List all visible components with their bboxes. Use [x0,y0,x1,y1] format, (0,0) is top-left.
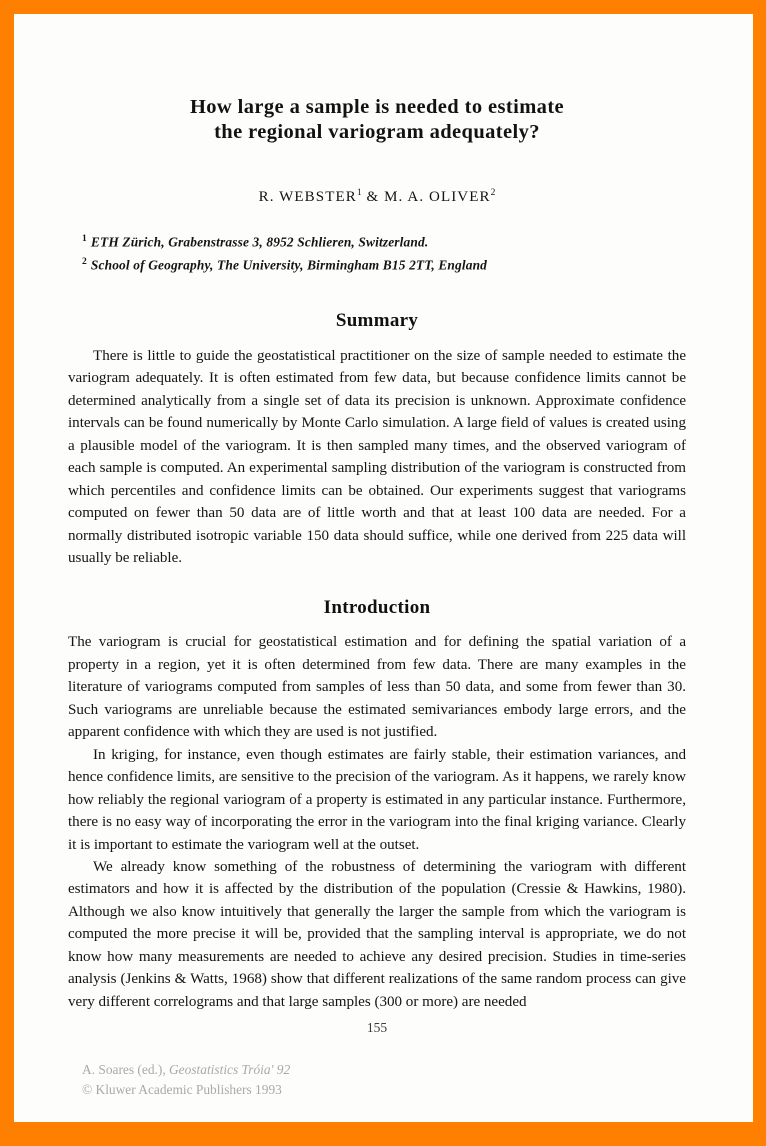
introduction-paragraph-1: The variogram is crucial for geostatistical estimation and for defining the spatial variation of a property in a region, yet it is often determined from few data. There are many examples in the literature of variograms computed from samples of less than 50 data, and some from fewer than 30. Such variograms are unreliable because the estimated semivariances embody large errors, and the apparent confidence with which they are used is not justified. [68,634,686,741]
author-first-affiliation-marker: 1 [356,188,362,198]
affiliation-list [68,206,686,276]
summary-paragraph: There is little to guide the geostatistical practitioner on the size of sample needed to estimate the variogram adequately. It is often estimated from few data, but because confidence limits cannot be determined analytically from a single set of data its precision is unknown. Approximate confidence intervals can be found numerically by Monte Carlo simulation. A large field of values is created using a plausible model of the variogram. It is then sampled many times, and the observed variogram of each sample is computed. An experimental sampling distribution of the variogram is constructed from which percentiles and confidence limits can be obtained. Our experiments suggest that variograms computed on fewer than 50 data are of little worth and that at least 100 data are needed. For a normally distributed isotropic variable 150 data should suffice, while one derived from 225 data will usually be reliable. [68,347,686,567]
title-line-2: the regional variogram adequately? [214,121,540,143]
author-second-affiliation-marker: 2 [490,188,496,198]
imprint-editor: A. Soares (ed.), [82,1062,170,1077]
publisher-imprint [82,1060,290,1099]
page-title [68,14,686,145]
page-number: 155 [366,1020,388,1036]
introduction-heading: Introduction [323,597,431,619]
title-line-1: How large a sample is needed to estimate [189,96,565,118]
introduction-paragraph-3: We already know something of the robustness of determining the variogram with different estimators and how it is affected by the distribution of the population (Cressie & Hawkins, 1980). Although we also know intuitively that generally the larger the sample from which the variogram is computed the more precise it will be, provided that the sampling interval is appropriate, we do not know how many measurements are needed to achieve any desired precision. Studies in time-series analysis (Jenkins & Watts, 1968) show that different realizations of the same random process can give very different correlograms and that large samples (300 or more) are needed [68,859,686,1010]
affiliation-marker-2: 2 [82,257,87,268]
affiliation-item-2 [82,252,686,275]
page-sheet [14,14,753,1122]
affiliation-item-1 [82,229,686,252]
affiliation-text-2: School of Geography, The University, Birmingham B15 2TT, England [90,257,488,273]
page-content-column [68,14,686,1122]
introduction-paragraph-2: In kriging, for instance, even though estimates are fairly stable, their estimation variances, and hence confidence limits, are sensitive to the precision of the variogram. As it happens, we rarely know how reliably the regional variogram of a property is estimated in any particular instance. Furthermore, there is no easy way of incorporating the error in the variogram into the final kriging variance. Clearly it is important to estimate the variogram well at the outset. [68,746,686,853]
introduction-body [68,619,686,1013]
imprint-work-title: Geostatistics Tróia' 92 [169,1062,291,1077]
summary-heading: Summary [335,309,419,331]
imprint-editor-line [82,1060,290,1080]
author-separator: & M. A. OLIVER [361,189,491,205]
author-first: R. WEBSTER [258,189,357,205]
affiliation-text-1: ETH Zürich, Grabenstrasse 3, 8952 Schlieren, Switzerland. [90,234,429,250]
summary-body [68,332,686,570]
author-byline [68,145,686,206]
affiliation-marker-1: 1 [82,234,87,244]
imprint-copyright-line: © Kluwer Academic Publishers 1993 [82,1081,282,1097]
